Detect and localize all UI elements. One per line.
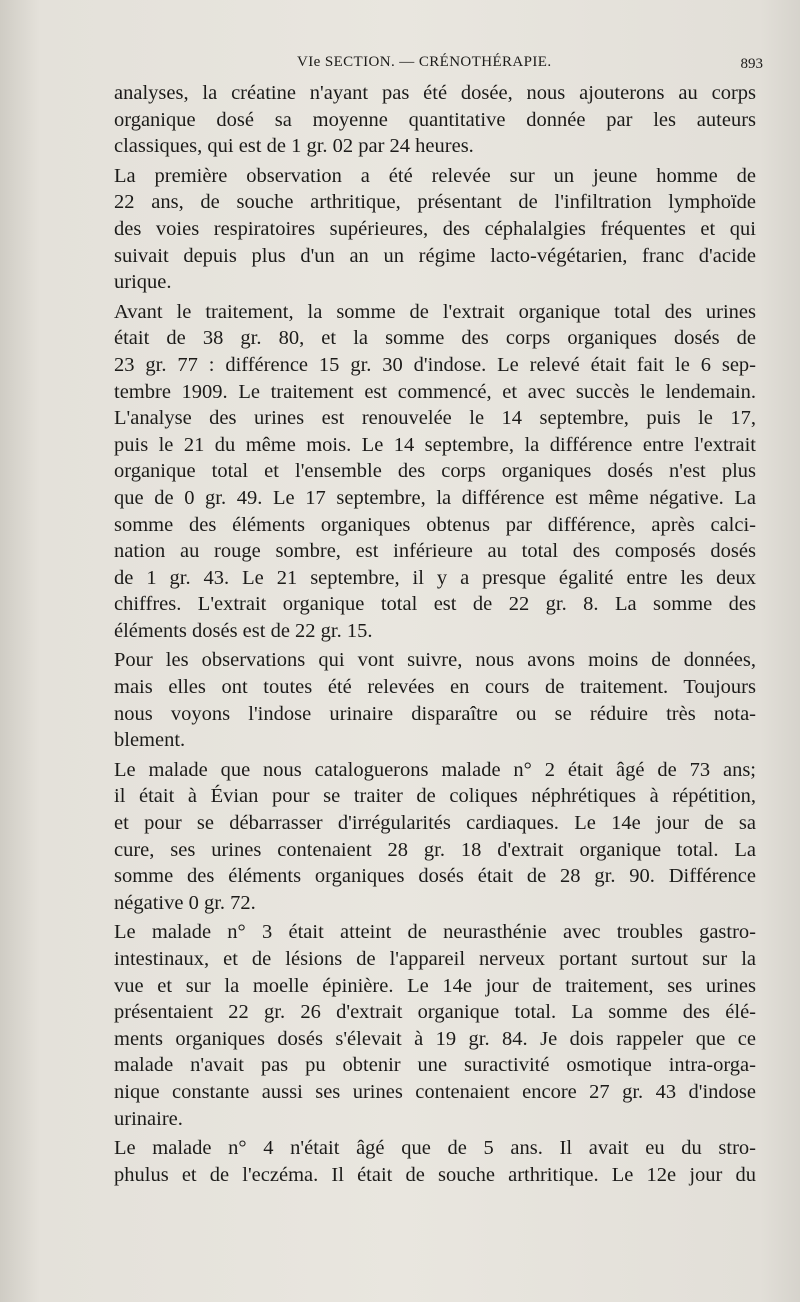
text-line: organique total et l'ensemble des corps organiques dosés n'est plus (114, 460, 756, 483)
text-line: somme des éléments organiques dosés était de 28 gr. 90. Différence (114, 865, 756, 888)
text-line: il était à Évian pour se traiter de coliques néphrétiques à répétition, (114, 785, 756, 808)
text-line: éléments dosés est de 22 gr. 15. (114, 619, 373, 642)
text-line: chiffres. L'extrait organique total est de 22 gr. 8. La somme des (114, 593, 756, 616)
text-line: tembre 1909. Le traitement est commencé, et avec succès le lendemain. (114, 380, 756, 403)
text-line: malade n'avait pas pu obtenir une suractivité osmotique intra-orga- (114, 1054, 756, 1077)
text-line: Avant le traitement, la somme de l'extrait organique total des urines (114, 300, 756, 323)
text-line: mais elles ont toutes été relevées en cours de traitement. Toujours (114, 676, 756, 699)
text-line: classiques, qui est de 1 gr. 02 par 24 heures. (114, 135, 474, 158)
text-line: cure, ses urines contenaient 28 gr. 18 d'extrait organique total. La (114, 838, 756, 861)
page-number: 893 (740, 56, 763, 72)
text-line: organique dosé sa moyenne quantitative donnée par les auteurs (114, 108, 756, 131)
text-line: de 1 gr. 43. Le 21 septembre, il y a presque égalité entre les deux (114, 566, 756, 589)
text-line: analyses, la créatine n'ayant pas été dosée, nous ajouterons au corps (114, 82, 756, 104)
text-line: Le malade que nous cataloguerons malade n° 2 était âgé de 73 ans; (114, 758, 756, 781)
text-line: blement. (114, 729, 186, 752)
text-line: somme des éléments organiques obtenus par différence, après calci- (114, 513, 756, 536)
text-line: 23 gr. 77 : différence 15 gr. 30 d'indose. Le relevé était fait le 6 sep- (114, 353, 756, 376)
paragraph (114, 1135, 756, 1188)
text-line: et pour se débarrasser d'irrégularités cardiaques. Le 14e jour de sa (114, 812, 756, 835)
paragraph (114, 647, 756, 753)
text-line: urique. (114, 271, 172, 294)
text-line: ments organiques dosés s'élevait à 19 gr. 84. Je dois rappeler que ce (114, 1027, 756, 1050)
section-title: VIe SECTION. — CRÉNOTHÉRAPIE. (297, 54, 552, 70)
text-line: nique constante aussi ses urines contenaient encore 27 gr. 43 d'indose (114, 1080, 756, 1103)
running-head (0, 50, 800, 76)
text-line: L'analyse des urines est renouvelée le 14 septembre, puis le 17, (114, 407, 756, 430)
text-line: négative 0 gr. 72. (114, 891, 256, 914)
text-line: des voies respiratoires supérieures, des céphalalgies fréquentes et qui (114, 217, 756, 240)
text-line: Le malade n° 3 était atteint de neurasthénie avec troubles gastro- (114, 921, 756, 944)
text-line: intestinaux, et de lésions de l'appareil nerveux portant surtout sur la (114, 948, 756, 970)
text-line: phulus et de l'eczéma. Il était de souche arthritique. Le 12e jour du (114, 1163, 756, 1186)
text-line: 22 ans, de souche arthritique, présentant de l'infiltration lymphoïde (114, 191, 756, 214)
text-line: Le malade n° 4 n'était âgé que de 5 ans. Il avait eu du stro- (114, 1137, 756, 1160)
paragraph (114, 163, 756, 296)
paragraph (114, 80, 756, 160)
text-line: urinaire. (114, 1107, 183, 1130)
text-line: puis le 21 du même mois. Le 14 septembre, la différence entre l'extrait (114, 433, 756, 456)
text-line: nation au rouge sombre, est inférieure au total des composés dosés (114, 540, 756, 563)
text-line: Pour les observations qui vont suivre, nous avons moins de données, (114, 649, 756, 672)
text-line: présentaient 22 gr. 26 d'extrait organique total. La somme des élé- (114, 1001, 756, 1024)
paragraph (114, 299, 756, 645)
paragraph (114, 757, 756, 917)
text-line: suivait depuis plus d'un an un régime lacto-végétarien, franc d'acide (114, 244, 756, 267)
text-line: était de 38 gr. 80, et la somme des corps organiques dosés de (114, 327, 756, 350)
text-line: que de 0 gr. 49. Le 17 septembre, la différence est même négative. La (114, 486, 756, 509)
paragraph (114, 919, 756, 1132)
text-line: nous voyons l'indose urinaire disparaître ou se réduire très nota- (114, 702, 756, 725)
text-line: La première observation a été relevée sur un jeune homme de (114, 164, 756, 187)
text-line: vue et sur la moelle épinière. Le 14e jour de traitement, ses urines (114, 974, 756, 997)
body-text (114, 80, 756, 1188)
